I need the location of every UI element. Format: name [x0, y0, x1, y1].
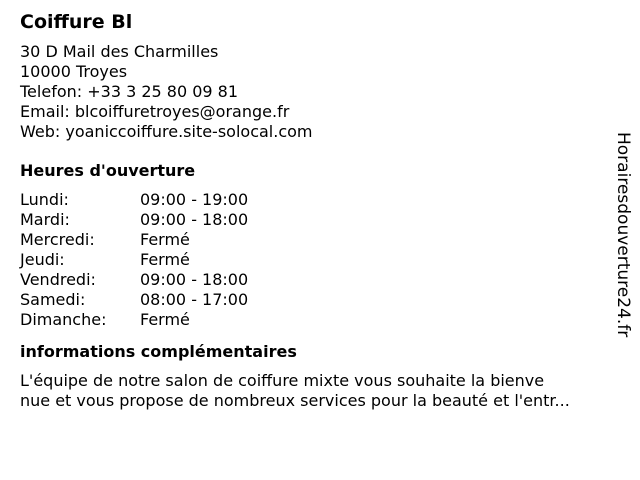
info-heading: informations complémentaires [20, 342, 297, 361]
day-label: Jeudi: [20, 250, 65, 269]
day-time: 09:00 - 18:00 [140, 270, 249, 289]
day-time: 08:00 - 17:00 [140, 290, 249, 309]
hours-row-monday [20, 190, 620, 210]
address-city: 10000 Troyes [20, 62, 128, 81]
hours-row-tuesday [20, 210, 620, 230]
info-text-line: nue et vous propose de nombreux services pour la beauté et l'entr... [20, 391, 570, 410]
day-label: Dimanche: [20, 310, 107, 329]
day-time: Fermé [140, 250, 190, 269]
day-label: Vendredi: [20, 270, 96, 289]
email-line: Email: blcoiffuretroyes@orange.fr [20, 102, 290, 121]
day-time: 09:00 - 18:00 [140, 210, 249, 229]
web-line: Web: yoaniccoiffure.site-solocal.com [20, 122, 313, 141]
info-text-line: L'équipe de notre salon de coiffure mixte vous souhaite la bienve [20, 371, 545, 390]
info-description [20, 371, 620, 411]
hours-row-saturday [20, 290, 620, 310]
business-name: Coiffure Bl [20, 11, 133, 33]
hours-row-thursday [20, 250, 620, 270]
day-label: Lundi: [20, 190, 69, 209]
hours-heading: Heures d'ouverture [20, 161, 196, 180]
day-time: Fermé [140, 310, 190, 329]
hours-row-sunday [20, 310, 620, 330]
business-card [20, 10, 620, 411]
site-watermark: Horairesdouverture24.fr [613, 132, 633, 338]
day-label: Mardi: [20, 210, 70, 229]
hours-row-friday [20, 270, 620, 290]
contact-block [20, 42, 620, 142]
phone-line: Telefon: +33 3 25 80 09 81 [20, 82, 239, 101]
hours-row-wednesday [20, 230, 620, 250]
address-street: 30 D Mail des Charmilles [20, 42, 219, 61]
hours-table [20, 190, 620, 330]
day-time: Fermé [140, 230, 190, 249]
day-label: Mercredi: [20, 230, 95, 249]
day-label: Samedi: [20, 290, 86, 309]
day-time: 09:00 - 19:00 [140, 190, 249, 209]
